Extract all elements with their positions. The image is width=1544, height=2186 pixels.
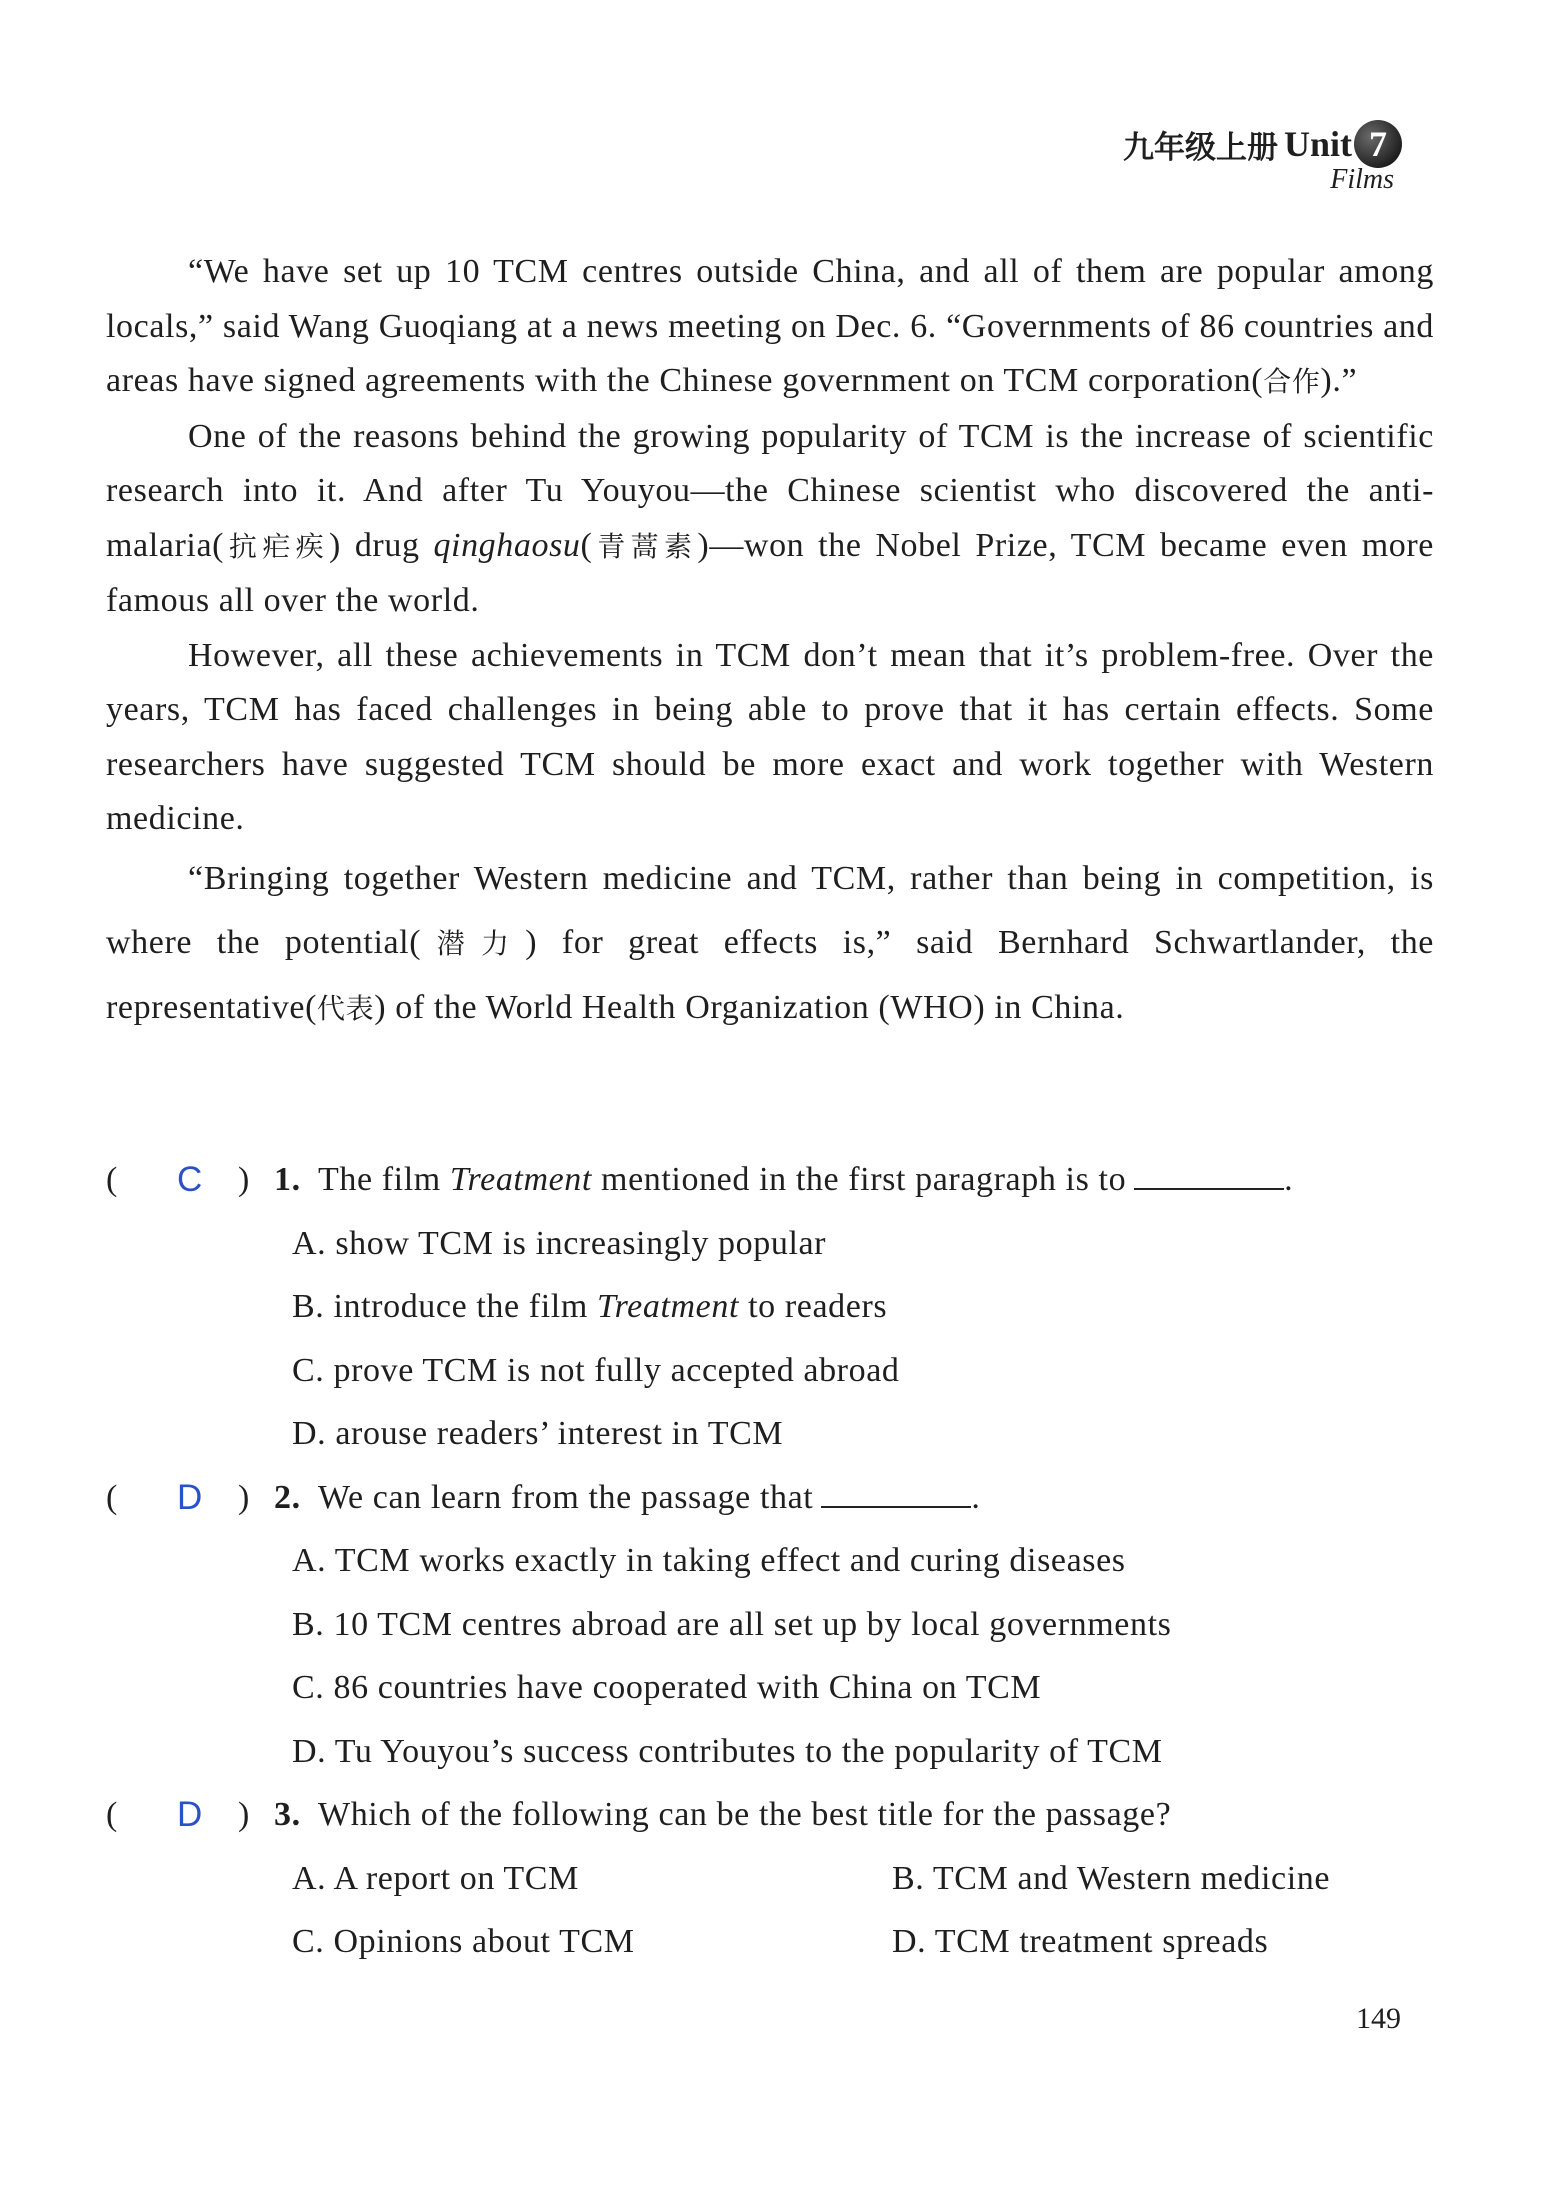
answer-mark: D <box>177 1477 203 1517</box>
question-3 <box>106 1783 1446 1847</box>
header-title-line <box>1123 120 1402 168</box>
answer-blank <box>821 1505 971 1508</box>
option-row <box>106 1593 1446 1657</box>
answer-bracket <box>106 1783 274 1847</box>
option-b <box>292 1275 887 1339</box>
unit-number-badge: 7 <box>1354 120 1402 168</box>
option-row <box>106 1402 1446 1466</box>
question-stem: Which of the following can be the best title for the passage? <box>318 1796 1172 1833</box>
option-row <box>106 1529 1446 1593</box>
text: However, all these achievements in TCM don’t mean that it’s problem-free. Over the years, TCM has faced challenges in being able to prove that it has certain effects. Some researchers have suggested TCM should be more exact and work together with Western medicine. <box>106 636 1434 837</box>
text: We can learn from the passage that <box>318 1478 814 1516</box>
text: ) drug <box>329 526 434 564</box>
header-unit-label: Unit <box>1283 124 1352 164</box>
option-row <box>106 1275 1446 1339</box>
chinese-gloss: 潜力 <box>421 926 526 960</box>
text: ).” <box>1320 362 1358 399</box>
answer-mark: D <box>177 1795 203 1834</box>
paren-close: ) <box>238 1478 250 1516</box>
option-c: C. Opinions about TCM <box>292 1923 635 1960</box>
option-a: A. show TCM is increasingly popular <box>292 1224 827 1262</box>
paren-close: ) <box>238 1161 250 1198</box>
question-number: 1. <box>274 1161 301 1198</box>
paren-open: ( <box>106 1161 118 1198</box>
paren-close: ) <box>238 1796 250 1833</box>
option-d: D. Tu Youyou’s success contributes to the popularity of TCM <box>292 1732 1163 1770</box>
option-d: D. TCM treatment spreads <box>892 1923 1269 1960</box>
reading-passage <box>106 245 1434 1041</box>
question-number: 2. <box>274 1478 301 1516</box>
option-row <box>106 1339 1446 1403</box>
paren-open: ( <box>106 1796 118 1833</box>
chinese-gloss: 合作 <box>1263 365 1321 398</box>
option-b: B. TCM and Western medicine <box>892 1859 1331 1897</box>
paragraph-4 <box>106 847 1434 1041</box>
text: ) of the World Health Organization (WHO) in China. <box>374 988 1125 1026</box>
italic-term: qinghaosu <box>433 526 581 564</box>
question-1 <box>106 1148 1446 1212</box>
text: “We have set up 10 TCM centres outside China, and all of them are popular among locals,” said Wang Guoqiang at a news meeting on Dec. 6. “Governments of 86 countries and areas have signed agreements with the Chinese government on TCM corporation( <box>106 253 1434 399</box>
question-list <box>106 1148 1446 1974</box>
chinese-gloss: 抗疟疾 <box>224 529 330 563</box>
text: )—won the Nobel Prize, TCM became even more famous all over the world. <box>106 526 1434 619</box>
header-grade: 九年级上册 <box>1122 129 1278 165</box>
chinese-gloss: 青蒿素 <box>592 529 698 563</box>
question-stem <box>318 1466 1446 1530</box>
period: . <box>1284 1161 1294 1198</box>
page-header <box>1123 120 1402 196</box>
text: One of the reasons behind the growing popularity of TCM is the increase of scientific research into it. And after Tu Youyou—the Chinese scientist who discovered the anti-malaria( <box>106 417 1434 564</box>
option-b: B. 10 TCM centres abroad are all set up by local governments <box>292 1605 1172 1643</box>
text: The film <box>318 1161 450 1198</box>
option-row <box>106 1212 1446 1276</box>
option-a: A. TCM works exactly in taking effect and curing diseases <box>292 1542 1126 1579</box>
text: to readers <box>739 1288 888 1325</box>
italic-term: Treatment <box>449 1161 592 1198</box>
option-row <box>106 1910 1446 1974</box>
text: mentioned in the first paragraph is to <box>591 1161 1127 1198</box>
paragraph-2 <box>106 410 1434 629</box>
paragraph-1 <box>106 245 1434 410</box>
text: “Bringing together Western medicine and TCM, rather than being in competition, is where the potential( <box>106 859 1434 961</box>
option-c: C. 86 countries have cooperated with China on TCM <box>292 1669 1042 1706</box>
option-d: D. arouse readers’ interest in TCM <box>292 1415 784 1452</box>
page-number: 149 <box>1356 2002 1401 2035</box>
answer-blank <box>1134 1187 1284 1190</box>
option-row <box>106 1656 1446 1720</box>
question-number: 3. <box>274 1796 301 1833</box>
chinese-gloss: 代表 <box>317 991 375 1025</box>
answer-bracket <box>106 1148 274 1212</box>
option-row <box>106 1720 1446 1784</box>
option-row <box>106 1847 1446 1911</box>
question-2 <box>106 1466 1446 1530</box>
paren-open: ( <box>106 1478 118 1516</box>
question-stem <box>318 1148 1446 1212</box>
paragraph-3 <box>106 629 1434 847</box>
italic-term: Treatment <box>596 1288 740 1325</box>
period: . <box>971 1478 981 1516</box>
text: ( <box>580 526 593 564</box>
answer-mark: C <box>177 1160 203 1199</box>
answer-bracket <box>106 1466 274 1530</box>
text: ) for great effects is,” said Bernhard Schwartlander, the representative( <box>106 923 1435 1026</box>
option-c: C. prove TCM is not fully accepted abroad <box>292 1351 900 1389</box>
text: B. introduce the film <box>292 1288 597 1325</box>
header-subtitle: Films <box>1330 164 1394 195</box>
option-a: A. A report on TCM <box>292 1859 579 1897</box>
